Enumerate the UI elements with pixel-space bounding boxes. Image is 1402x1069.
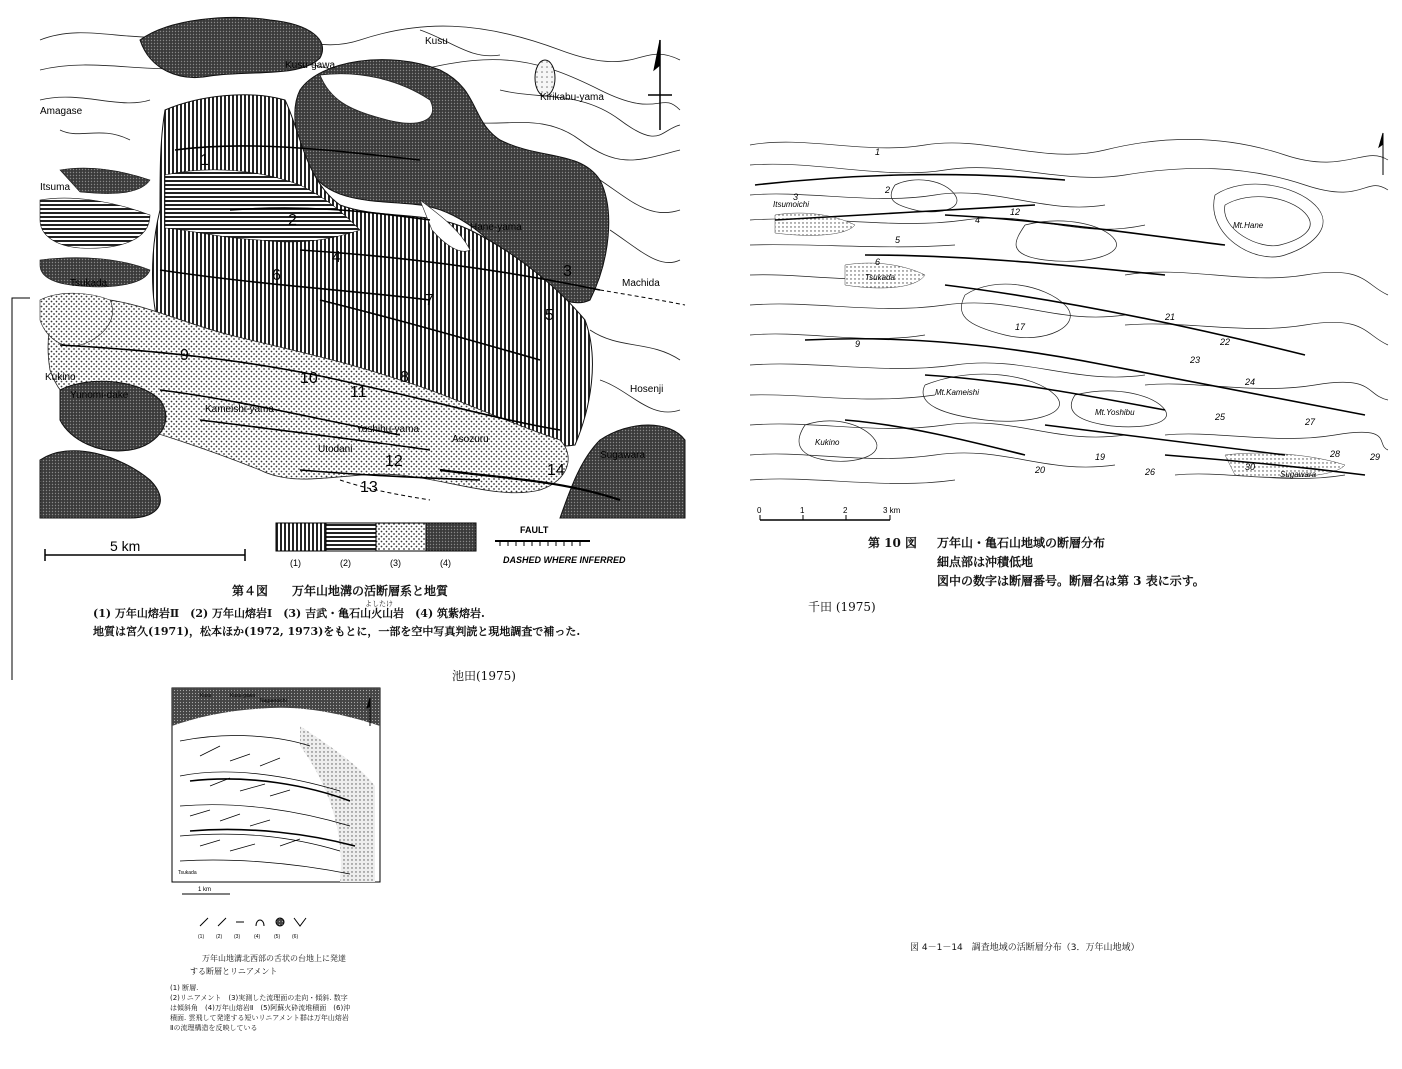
fault-num-8: 8 [400, 369, 409, 386]
left-caption-source: 池田(1975) [452, 669, 516, 683]
label-yunomi-dake: Yunomi-dake [70, 390, 129, 401]
fault-num-3: 3 [563, 263, 572, 280]
right-scale-tick-1: 1 [800, 506, 805, 515]
fault-num-1: 1 [200, 152, 209, 169]
fault-num-4: 4 [332, 249, 341, 266]
left-caption-line1: (1) 万年山熔岩Ⅱ (2) 万年山熔岩Ⅰ (3) 吉武・亀石山火山岩 (4) 筑紫熔岩. [93, 607, 485, 620]
inset-legend-3: (3) [234, 934, 241, 940]
right-fault-num-2: 2 [885, 185, 891, 195]
left-scale-label: 5 km [110, 538, 141, 554]
legend-item-2: (2) [340, 558, 351, 568]
right-fault-num-5: 5 [895, 235, 901, 245]
right-fault-num-24: 24 [1245, 377, 1256, 387]
left-caption-title: 第４図 万年山地溝の活断層系と地質 [232, 584, 449, 598]
right-fault-num-17: 17 [1015, 322, 1026, 332]
right-scale-tick-2: 2 [843, 506, 848, 515]
right-label-tsukada: Tsukada [865, 273, 895, 282]
inset-note-4: Ⅱの流理構造を反映している [170, 1024, 258, 1032]
label-amagase: Amagase [40, 106, 83, 117]
fault-num-2: 2 [288, 212, 297, 229]
right-fault-num-28: 28 [1330, 449, 1341, 459]
label-sugawara-left: Sugawara [600, 450, 646, 461]
inset-label-nagaeroichi: Nagaeroichi [260, 698, 287, 704]
label-tsukada-left: Tsukada [70, 278, 108, 289]
inset-label-tsukada: Tsukada [178, 870, 197, 876]
left-caption-ruby: よしたけ [365, 600, 393, 608]
right-label-mt-yoshibu: Mt.Yoshibu [1095, 408, 1135, 417]
right-fault-num-26: 26 [1145, 467, 1156, 477]
right-caption-num: 第 10 図 [868, 536, 918, 550]
inset-legend-4: (4) [254, 934, 261, 940]
label-kusu: Kusu [425, 36, 448, 47]
right-fault-num-19: 19 [1095, 452, 1106, 462]
right-fault-num-23: 23 [1190, 355, 1201, 365]
fault-num-13: 13 [360, 479, 378, 496]
legend-item-3: (3) [390, 558, 401, 568]
right-fault-num-20: 20 [1035, 465, 1046, 475]
label-kirikabu-yama: Kirikabu-yama [540, 92, 604, 103]
right-fault-num-4: 4 [975, 215, 981, 225]
right-scale-tick-0: 0 [757, 506, 762, 515]
inset-note-1: (2)リニアメント (3)実測した流理面の走向・傾斜. 数字 [170, 994, 348, 1002]
inset-lineament-map [170, 686, 392, 948]
fault-num-14: 14 [547, 462, 565, 479]
legend-item-4: (4) [440, 558, 451, 568]
label-utodani: Utodani [318, 444, 353, 455]
right-caption-source: 千田 (1975) [808, 600, 876, 614]
right-fault-map [745, 125, 1395, 525]
right-fault-num-30: 30 [1245, 462, 1256, 472]
inset-label-kusu: Kusu [200, 693, 212, 699]
right-label-sugawara: Sugawara [1280, 470, 1317, 479]
label-hane-yama: Hane-yama [470, 222, 522, 233]
inset-scale-bar [182, 887, 230, 894]
legend-fault-label: FAULT [520, 525, 549, 535]
label-hosenji: Hosenji [630, 384, 664, 395]
legend-item-1: (1) [290, 558, 301, 568]
inset-note-0: (1) 断層. [170, 984, 199, 992]
inset-label-kusugawa: Kusu-gawa [230, 693, 256, 699]
right-fault-num-1: 1 [875, 147, 881, 157]
right-fault-num-29: 29 [1370, 452, 1381, 462]
inset-caption-title-1: 万年山地溝北西部の舌状の台地上に発達 [202, 954, 346, 963]
right-caption-title: 万年山・亀石山地域の断層分布 [937, 536, 1106, 550]
left-caption-line2: 地質は宮久(1971)，松本ほか(1972, 1973)をもとに，一部を空中写真判読と現地調査で補った. [93, 625, 581, 638]
label-itsuma: Itsuma [40, 182, 71, 193]
fault-num-5: 5 [545, 307, 554, 324]
left-geology-map [0, 0, 700, 680]
label-kameishi-yama: Kameishi-yama [205, 404, 274, 415]
left-scale-bar [45, 538, 245, 561]
footer-figure-caption: 図 4－1－14 調査地域の活断層分布（3．万年山地域） [910, 943, 1140, 953]
legend-swatch-1 [276, 523, 326, 551]
label-yoshibu-yama: Yoshibu-yama [356, 424, 420, 435]
label-kusu-gawa: Kusu-gawa [285, 60, 336, 71]
label-machida: Machida [622, 278, 660, 289]
label-asozuru: Asozuru [452, 434, 489, 445]
inset-note-2: は傾斜角 (4)万年山熔岩Ⅱ (5)阿蘇火砕流堆積面 (6)沖 [170, 1004, 351, 1012]
right-label-kukino: Kukino [815, 438, 840, 447]
right-label-mt-hane: Mt.Hane [1233, 221, 1264, 230]
fault-num-9: 9 [180, 347, 189, 364]
legend-swatch-4 [426, 523, 476, 551]
fault-num-12: 12 [385, 453, 403, 470]
inset-legend-1: (1) [198, 934, 205, 940]
fault-num-11: 11 [350, 384, 367, 401]
right-fault-num-12: 12 [1010, 207, 1021, 217]
fault-num-7: 7 [425, 292, 434, 309]
inset-note-3: 積面. 雲飛して発達する短いリニアメント群は万年山熔岩 [170, 1014, 349, 1022]
inset-legend-2: (2) [216, 934, 223, 940]
fault-num-6: 6 [272, 267, 281, 284]
right-fault-num-27: 27 [1305, 417, 1316, 427]
inset-legend-symbols [200, 918, 306, 926]
inset-legend-6: (6) [292, 934, 299, 940]
right-fault-num-9: 9 [855, 339, 861, 349]
inset-legend-5: (5) [274, 934, 281, 940]
right-scale-bar [757, 506, 901, 520]
right-fault-num-21: 21 [1165, 312, 1176, 322]
legend-swatch-2 [326, 523, 376, 551]
right-scale-tick-3: 3 km [883, 506, 901, 515]
inset-scale-label: 1 km [198, 887, 212, 893]
right-label-mt-kameishi: Mt.Kameishi [935, 388, 980, 397]
right-fault-num-6: 6 [875, 257, 881, 267]
kirikabu-knob [535, 60, 555, 96]
inset-caption-title-2: する断層とリニアメント [190, 967, 278, 976]
left-legend [276, 523, 626, 568]
right-fault-num-25: 25 [1215, 412, 1226, 422]
legend-dashed-label: DASHED WHERE INFERRED [503, 555, 626, 565]
label-kukino-left: Kukino [45, 372, 76, 383]
right-caption-line2: 図中の数字は断層番号。断層名は第 3 表に示す。 [937, 574, 1205, 588]
right-caption-line1: 細点部は沖積低地 [937, 555, 1034, 569]
right-fault-num-22: 22 [1220, 337, 1231, 347]
right-label-itsumoichi: Itsumoichi [773, 200, 810, 209]
legend-swatch-3 [376, 523, 426, 551]
fault-num-10: 10 [300, 370, 318, 387]
right-fault-num-3: 3 [793, 192, 799, 202]
right-map-frame [750, 130, 1388, 500]
